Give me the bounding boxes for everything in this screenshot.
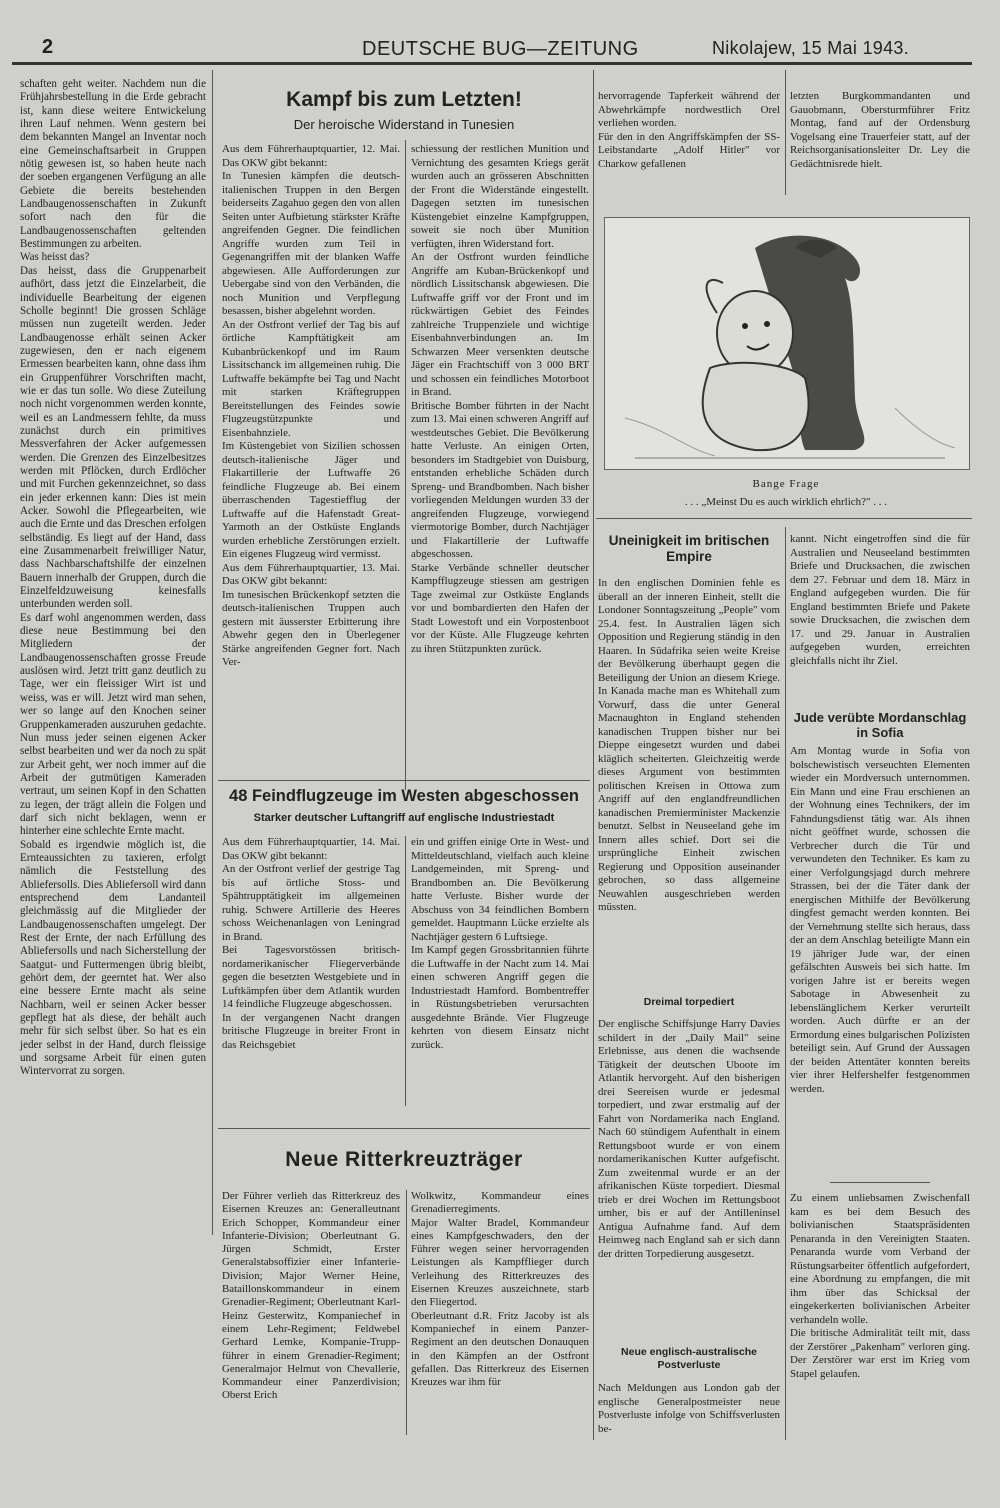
cartoon-drawing (605, 218, 969, 469)
dateline: Nikolajew, 15 Mai 1943. (712, 38, 910, 58)
subhead-westen: Starker deutscher Luftangriff auf englische Industriestadt (253, 812, 555, 824)
headline-postverluste: Neue englisch-australische Postverluste (621, 1346, 757, 1371)
headline-dreimal: Dreimal torpediert (643, 996, 735, 1008)
paper-title: DEUTSCHE BUG—ZEITUNG (362, 38, 639, 60)
section-rule (830, 1182, 930, 1183)
column-divider (593, 70, 594, 1440)
column-divider (785, 70, 786, 195)
section-rule (218, 780, 590, 781)
headline-jude: Jude verübte Mordanschlag in Sofia (793, 710, 967, 740)
article-kampf-col-a: Aus dem Führerhauptquartier, 12. Mai. Das OKW gibt bekannt: In Tunesien kämpfen die deutsch-italienischen Truppen in den Bergen beiderseits Zagahuo gegen den von allen Seiten unter Aufbietung stärkster Kräfte angreifenden Gegner. Die feindlichen Angriffe wurden zum Teil in Gegenangriffen mit der blanken Waffe abgewiesen. Alle Aufforderungen zur Uebergabe sind von den Verbänden, die noch Munition und Verpflegung besassen, bisher abgelehnt worden. An der Ostfront verlief der Tag bis auf örtliche Kampftätigkeit am Kubanbrückenkopf und im Raum Lissitschanck im allgemeinen ruhig. Die Luftwaffe bekämpfte bei Tag und Nacht mit starken Kräftegruppen Bereitstellungen des Feindes sowie Flugzeugstützpunkte und Eisenbahnziele. Im Küstengebiet von Sizilien schossen deutsch-italienische Jäger und Flakartillerie der Luftwaffe 26 feindliche Flugzeuge ab. Bei einem überraschenden Tagestiefflug der Luftwaffe auf die Hafenstadt Great-Yarmoth an der Ostküste Englands wurden erhebliche Zerstörungen erzielt. Ein eigenes Flugzeug wird vermisst. Aus dem Führerhauptquartier, 13. Mai. Das OKW gibt bekannt: Im tunesischen Brückenkopf setzten die deutsch-italienischen Truppen auch gestern mit äusserster Erbitterung ihre Abwehr gegen den in Überlegener Stärke angreifenden Gegner fort. Nach Ver- (222, 143, 400, 668)
article-dreimal: Der englische Schiffsjunge Harry Davies schildert in der „Daily Mail" seine Erlebnisse, aus denen die wachsende Tätigkeit der deutschen Uboote im Atlantik hervorgeht. Auf den bisherigen drei Seereisen wurde er jedesmal torpediert, und zwar erstmalig auf der Fahrt von Nordamerika nach England. Nach 60 stündigem Aufenthalt in einem Rettungsboot wurde er von einem nordamerikanischen Kutter aufgefischt. Zum zweitenmal wurde er an der afrikanischen Küste torpediert. Diesmal trieb er drei Wochen im Rettungsboot umher, bis er auf der Antilleninsel Antigua Aufnahme fand. Auf dem Heimweg nach England sah er sich dann der dritten Torpedierung ausgesetzt. (598, 1018, 780, 1260)
article-landbau-text: schaften geht weiter. Nachdem nun die Frühjahrsbestellung in die Erde gebracht ist, kann diese weitere Entwickelung ihren Lauf nehmen. Wenn gestern bei dem bekannten Mangel an Inventar noch eine Gemeinschaftsarbeit in Gruppen nötig gewesen ist, so haben heute nach der soeben ergangenen Verfügung an alle Gebiete die bereits bestehenden Landbaugenossenschaften in Zukunft sofort nach den für die Landbaugenossenschaften geltenden Bestimmungen zu arbeiten. Was heisst das? Das heisst, dass die Gruppenarbeit aufhört, dass jetzt die Einzelarbeit, die individuelle Bearbeitung der eigenen Scholle beginnt! Die grossen Schläge müssen nun zugeteilt werden. Jeder Landbaugenosse erhält seinen Acker zugewiesen, den er nach eigenem Ermessen bearbeiten kann, ohne dass ihm ein Gruppenführer Vorschriften macht, wie er das tun solle. Wo diese Zuteilung noch nicht vorgenommen werden konnte, weil es an Landmessern fehlte, da muss zunächst durch ein primitives Messverfahren der Acker aufgemessen werden. Die Grenzen des Einzelbesitzes werden mit Pflöcken, durch Erdlöcher und mit Furchen gekennzeichnet, so dass ein jeder erkennen kann: Dies ist mein Acker. Sowohl die Pflegearbeiten, wie auch die Ernte und das Dreschen erfolgen selbständig. Es liegt auf der Hand, dass eine Zusammenarbeit freiwilliger Natur, dass Nachbarschaftshilfe der einzelnen Bauern innerhalb der Gruppen, durch die Einzelfeldzuweisung keinesfalls unterbunden werden soll. Es darf wohl angenommen werden, dass diese neue Bestimmung bei den Mitgliedern der Landbaugenossenschaften grosse Freude auslösen wird. Jetzt tritt ganz deutlich zu Tage, wer ein fleissiger Wirt ist und weiss, was er will. Jetzt wird man sehen, wer so lange auf den Knochen seiner Gruppenkameraden auszuruhen gedachte. Nun muss jeder seinen eigenen Acker selbst bearbeiten und wer da noch zu spät zur Arbeit geht, wer noch immer auf die Arbeit der gutmütigen Kameraden vertraut, um seinen Kopf in den Schatten zu legen, der trägt allein die Folgen und darf sich nicht beklagen, wenn er hinterher eine schlechte Ernte macht. Sobald es irgendwie möglich ist, die Ernteaussichten zu taxieren, erfolgt nämlich die Feststellung des Abliefersolls. Dies Abliefersoll wird dann entsprechend dem Landanteil gleichmässig auf die Mitglieder der Landbaugenossenschaften umgelegt. Der Rest der Ernte, der nach Erfüllung des Abliefersolls und nach Sicherstellung der Saatgut- und Futtermengen übrig bleibt, gehört dem, der geerntet hat. Wer also eine bessere Ernte macht als seine Nachbarn, weil er seinen Acker besser gepflegt hat als diese, der behält auch mehr für sich selbst über. So hat es ein jeder selbst in der Hand, durch fleissige und sorgsame Arbeit für einen guten Wintervorrat zu sorgen. (20, 78, 206, 1078)
page-number: 2 (42, 36, 54, 58)
section-rule (596, 518, 972, 519)
column-divider (405, 836, 406, 1106)
article-jude: Am Montag wurde in Sofia von bolschewistisch verseuchten Elementen wieder ein Mordversuch unternommen. Ein Mann und eine Frau erschienen an der Wohnung eines Technikers, der im Fahndungsdienst tätig war. Als ihnen nicht geöffnet wurde, schossen die Verbrecher durch die Tür und verwundeten den Techniker. Es kam zu einer Verfolgungsjagd durch mehrere Strassen, bei der die Täter dank der energischen Mithilfe der Bevölkerung dingfest gemacht werden konnten. Bei der Vernehmung stellte sich heraus, dass der an dem Anschlag beteiligte Mann ein 19 jähriger Jude war, der einen gefälschten Ausweis bei sich hatte. Im vorigen Jahre ist er bereits wegen Sabotage in Abwesenheit zu lebenslänglichem Kerker verurteilt worden. Auch dürfte er an der Ermordung eines bulgarischen Polizisten beteiligt sein. Auf Grund der Aussagen der beiden Attentäter konnten bereits vier ihrer Helfershelfer festgenommen werden. (790, 745, 970, 1095)
cartoon-caption: . . . „Meinst Du es auch wirklich ehrlich?" . . . (684, 496, 888, 508)
article-post-continued: kannt. Nicht eingetroffen sind die für Australien und Neuseeland bestimmten Briefe und Drucksachen, die zwischen dem 27. Februar und dem 18. März in England aufgegeben wurden. Die für England bestimmten Briefe und Pakete sowie Drucksachen, die zwischen dem 17. und 29. Januar in Australien aufgegeben wurden, erreichten gleichfalls nicht ihr Ziel. (790, 533, 970, 667)
column-divider (405, 140, 406, 790)
article-col4-top: hervorragende Tapferkeit während der Abwehrkämpfe nordwestlich Orel verliehen worden. Für den in den Angriffskämpfen der SS-Leibstandarte „Adolf Hitler" vor Charkow gefallenen (598, 90, 780, 170)
masthead-rule (12, 62, 972, 65)
headline-ritter: Neue Ritterkreuzträger (285, 1148, 523, 1171)
headline-kampf: Kampf bis zum Letzten! (286, 88, 522, 111)
article-empire: In den englischen Dominien fehle es überall an der inneren Einheit, stellt die Londoner Sonntagszeitung „People" vom 25.4. fest. In Australien lägen sich Opposition und Regierung ständig in den Haaren. In Südafrika seien weite Kreise der Bevölkerung überhaupt gegen die Beteiligung der Union an diesem Kriege. In Kanada mache man es Whitehall zum Vorwurf, dass die unter General Macnaughton in England stehenden kanadischen Truppen bisher nur bei Dieppe eingesetzt wurden und dabei kläglich scheiterten. Gleichzeitig werde dieses Argument von bestimmten politischen Kreisen in Ottowa zum Angriff auf den englandfreundlichen kanadischen Premierminister Mackenzie benutzt. Selbst in Neuseeland gehe im Innern alles schief. Dort sei die ursprüngliche Einheit zwischen Regierung und Opposition auseinander gebrochen, so dass allgemeine Neuwahlen ausgeschrieben werden müssten. (598, 577, 780, 913)
column-divider (406, 1190, 407, 1435)
column-divider (785, 527, 786, 1440)
article-zwischenfall: Zu einem unliebsamen Zwischenfall kam es bei dem Besuch des bolivianischen Staatspräsidenten Penaranda in den Vereinigten Staaten. Penaranda wurde vom Verband der Rüstungsarbeiter öffentlich aufgefordert, eine Abordnung zu empfangen, die mit ihm über das Schicksal der eingekerkerten bolivianischen Arbeiter verhandeln wolle. Die britische Admiralität teilt mit, dass der Zerstörer „Pakenham" verloren ging. Der Zerstörer war erst im Krieg vom Stapel gelaufen. (790, 1192, 970, 1380)
article-westen-col-a: Aus dem Führerhauptquartier, 14. Mai. Das OKW gibt bekannt: An der Ostfront verlief der gestrige Tag bis auf örtliche Stoss- und Spähtrupptätigkeit im allgemeinen ruhig. Schwere Artillerie des Heeres schoss Weichenanlagen von Leningrad in Brand. Bei Tagesvorstössen britisch-nordamerikanischer Fliegerverbände gegen die besetzten Westgebiete und in Luftkämpfen über dem Atlantik wurden 14 feindliche Flugzeuge abgeschossen. In der vergangenen Nacht drangen britische Flugzeuge in breiter Front in das Reichsgebiet (222, 836, 400, 1051)
masthead-line (0, 34, 1000, 64)
article-ritter-col-b: Wolkwitz, Kommandeur eines Grenadierregiments. Major Walter Bradel, Kommandeur eines Kampfgeschwaders, den der Führer wegen seiner hervorragenden Leistungen als Kampfflieger durch Verleihung des Ritterkreuzes des Eisernen Kreuzes auszeichnete, starb den Fliegertod. Oberleutnant d.R. Fritz Jacoby ist als Kompaniechef in einem Panzer-Regiment an den deutschen Donauquen in den Kämpfen an der Ostfront gefallen. Das Ritterkreuz des Eisernen Kreuzes war ihm für (411, 1190, 589, 1389)
article-col5-top: letzten Burgkommandanten und Gauobmann, Obersturmführer Fritz Montag, fand auf der Ordensburg Vogelsang eine Trauerfeier statt, auf der Reichsorganisationsleiter Dr. Ley die Gedächtnisrede hielt. (790, 90, 970, 170)
headline-empire: Uneinigkeit im britischen Empire (608, 533, 770, 564)
cartoon-title: Bange Frage (752, 478, 820, 490)
column-divider (212, 70, 213, 1235)
article-kampf-col-b: schiessung der restlichen Munition und Vernichtung des gesamten Kriegs gerät wurden auch an grösseren Abschnitten der Front die Widerstände eingestellt. Dagegen setzten im tunesischen Küstengebiet einzelne Kampfgruppen, soweit sie noch über Munition verfügten, ihren Widerstand fort. An der Ostfront wurden feindliche Angriffe am Kuban-Brückenkopf und nördlich Lissitschansk abgewiesen. Die Luftwaffe griff vor der Front und im rückwärtigen Gebiet des Feindes zahlreiche Truppenziele und wichtige Eisenbahnverbindungen an. Im Schwarzen Meer versenkten deutsche Jäger ein Frachtschiff von 3 000 BRT und schossen ein feindliches Motorboot in Brand. Britische Bomber führten in der Nacht zum 13. Mai einen schweren Angriff auf westdeutsches Gebiet. Die Bevölkerung hatte Verluste. An einigen Orten, besonders im Stadtgebiet von Duisburg, entstanden erhebliche Schäden durch Spreng- und Brandbomben. Nach bisher vorliegenden Meldungen wurden 33 der angreifenden Flugzeuge, vorwiegend viermotorige Bomber, durch Nachtjäger und Flakartillerie der Luftwaffe abgeschossen. Starke Verbände schneller deutscher Kampfflugzeuge stiessen am gestrigen Tage zweimal zur Ostküste Englands vor und bombardierten den Hafen der Stadt Lowestoft und ein Vorpostenboot vor der Küste. Alle Flugzeuge kehrten zu ihren Stützpunkten zurück. (411, 143, 589, 655)
article-ritter-col-a: Der Führer verlieh das Ritterkreuz des Eisernen Kreuzes an: Generalleutnant Erich Schopper, Kommandeur einer Infanterie-Division; Oberleutnant G. Jürgen Schmidt, Erster Generalstabsoffizier einer Infanterie-Division; Major Werner Heine, Bataillonskommandeur in einem Grenadier-Regiment; Oberleutnant Karl-Heinz Gesterwitz, Kompaniechef in einem Lehr-Regiment; Feldwebel Gerhard Lemke, Kompanie-Trupp-führer in einem Grenadier-Regiment; Generalmajor Helmut von Chevallerie, Kommandeur einer Panzerdivision; Oberst Erich (222, 1190, 400, 1402)
section-rule (218, 1128, 590, 1129)
cartoon-image (604, 217, 970, 470)
article-postverluste: Nach Meldungen aus London gab der englische Generalpostmeister neue Postverluste infolge von Schiffsverlusten be- (598, 1382, 780, 1435)
article-westen-col-b: ein und griffen einige Orte in West- und Mitteldeutschland, vielfach auch kleine Landgemeinden, mit Spreng- und Brandbomben an. Die Bevölkerung hatte Verluste. Bisher wurde der Abschuss von 34 feindlichen Bombern gemeldet. Hauptmann Lücke erzielte als Nachtjäger gestern 6 Luftsiege. Im Kampf gegen Grossbritannien führte die Luftwaffe in der Nacht zum 14. Mai einen schweren Angriff gegen die Industriestadt Hamford. Bombentreffer in Rüstungsbetrieben verursachten ausgedehnte Brände. Vier Flugzeuge kehrten von diesem Einsatz nicht zurück. (411, 836, 589, 1051)
subhead-kampf: Der heroische Widerstand in Tunesien (293, 117, 515, 132)
headline-westen: 48 Feindflugzeuge im Westen abgeschossen (229, 787, 579, 805)
